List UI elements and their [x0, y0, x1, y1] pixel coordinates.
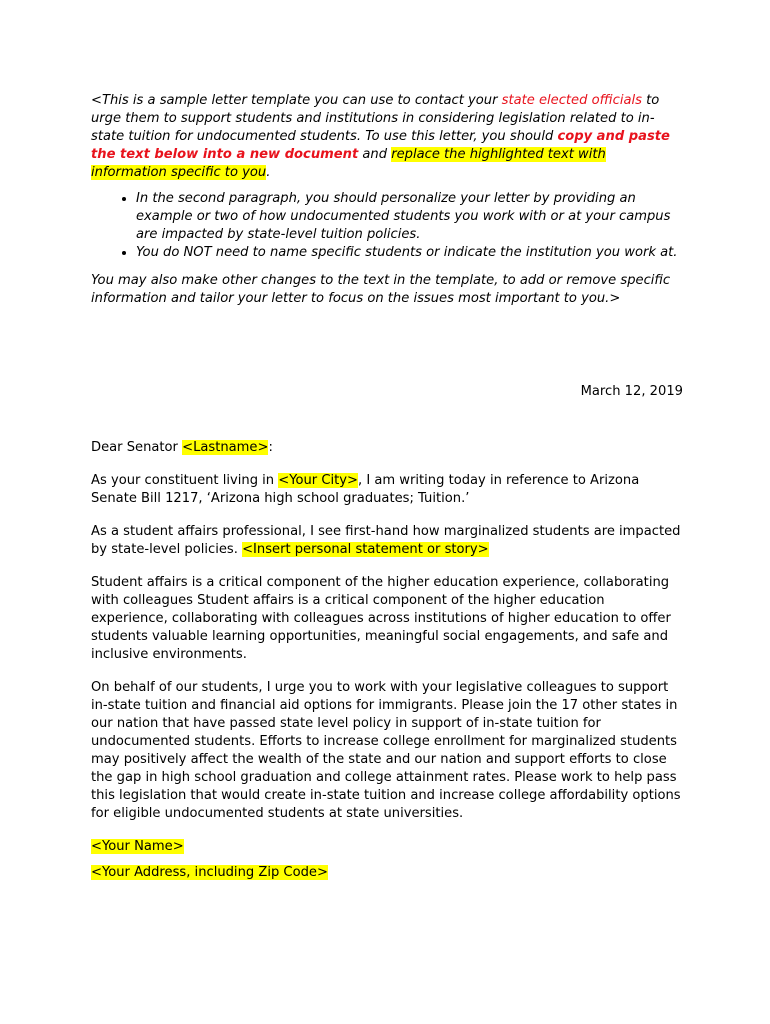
instructions-text: .: [266, 165, 271, 180]
instructions-text: and: [358, 147, 392, 162]
placeholder-personal-statement: <Insert personal statement or story>: [242, 542, 489, 557]
paragraph-text: , I am writing today in reference to Arizona Senate Bill 1217, ‘Arizona high school graduates; Tuition.’: [91, 473, 640, 506]
instructions-paragraph: [91, 92, 683, 182]
letter-paragraph-4: On behalf of our students, I urge you to work with your legislative colleagues to support in-state tuition and financial aid options for immigrants. Please join the 17 other states in our nation that have passed state level policy in support of in-state tuition for undocumented students. Efforts to increase college enrollment for marginalized students may positively affect the wealth of the state and our nation and support efforts to close the gap in high school graduation and college attainment rates. Please work to help pass this legislation that would create in-state tuition and increase college affordability options for eligible undocumented students at state universities.: [91, 680, 681, 821]
salutation: [91, 439, 683, 457]
instructions-text: to urge them to support students and institutions in considering legislation related to in-state tuition for undocumented students. To use this letter, you should: [91, 93, 660, 144]
letter-date: March 12, 2019: [580, 384, 683, 399]
placeholder-city: <Your City>: [278, 473, 358, 488]
signature-address-line: [91, 864, 683, 882]
bullet-item: • You do NOT need to name specific students or indicate the institution you work at.: [136, 244, 683, 262]
placeholder-your-address: <Your Address, including Zip Code>: [91, 865, 328, 880]
instructions-text: <This is a sample letter template you can use to contact your: [91, 93, 502, 108]
signature-block: [91, 838, 683, 882]
document-page: [91, 92, 683, 880]
salutation-text: Dear Senator: [91, 440, 183, 455]
instructions-bold-red-text: copy and paste the text below into a new document: [91, 129, 670, 162]
bullet-item: • In the second paragraph, you should personalize your letter by providing an example or two of how undocumented students you work with or at your campus are impacted by state-level tuition policies.: [136, 190, 683, 244]
letter-paragraph-3: Student affairs is a critical component of the higher education experience, collaborating with colleagues Student affairs is a critical component of the higher education experience, collaborating with colleagues across institutions of higher education to offer students valuable learning opportunities, meaningful social engagements, and safe and inclusive environments.: [91, 575, 671, 662]
placeholder-lastname: <Lastname>: [182, 440, 269, 455]
paragraph-text: As a student affairs professional, I see first-hand how marginalized students are impacted by state-level policies.: [91, 524, 681, 557]
instructions-highlighted-text: replace the highlighted text with information specific to you: [91, 147, 606, 180]
instructions-paragraph-2: You may also make other changes to the text in the template, to add or remove specific information and tailor your letter to focus on the issues most important to you.>: [91, 273, 671, 306]
instructions-red-text: state elected officials: [501, 93, 642, 108]
signature-name-line: [91, 838, 683, 856]
salutation-text: :: [268, 440, 273, 455]
paragraph-text: As your constituent living in: [91, 473, 279, 488]
placeholder-your-name: <Your Name>: [91, 839, 184, 854]
letter-paragraph-1: [91, 472, 683, 508]
letter-paragraph-2: [91, 523, 683, 559]
instructions-bullet-list: [91, 190, 683, 262]
letter-body: [91, 439, 683, 890]
